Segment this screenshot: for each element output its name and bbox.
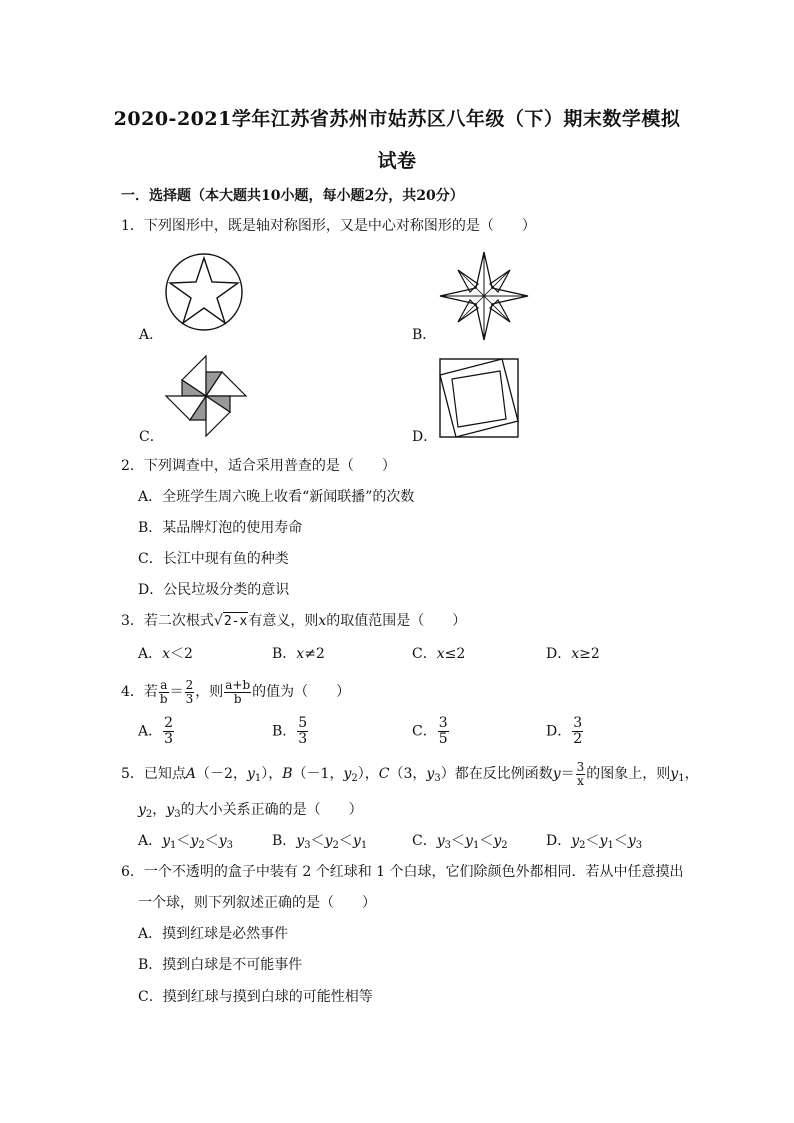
q3-option-d: D．x≥2 <box>546 646 600 662</box>
q1-label-d: D． <box>412 429 438 445</box>
q5-option-c: C．$y_3<y_1<y_2$ <box>412 833 508 851</box>
q3-option-c: C．x≤2 <box>412 646 466 662</box>
question-1-stem: 1．下列图形中，既是轴对称图形，又是中心对称图形的是（ ） <box>121 218 536 234</box>
q3-suffix-a: 有意义，则 <box>248 613 319 629</box>
q4-option-c: C． $\frac{3}{5}$ <box>412 715 448 747</box>
q2-option-c: C．长江中现有鱼的种类 <box>138 551 289 567</box>
q5-frac-3-over-x: $\frac{3}{x}$ <box>576 759 585 788</box>
q4-frac-sum-over-b: $\frac{a+b}{b}$ <box>225 677 251 706</box>
q1-label-a: A． <box>139 327 164 343</box>
figure-square-in-square <box>438 357 520 443</box>
question-5-line-2: $y_2$，$y_3$的大小关系正确的是（ ） <box>138 802 363 820</box>
q2-option-d: D．公民垃圾分类的意识 <box>138 582 290 598</box>
question-6-line-2: 一个球，则下列叙述正确的是（ ） <box>138 895 376 911</box>
q1-label-b: B． <box>412 327 437 343</box>
question-5-line-1: 5．已知点A（－2，$y_1$），B（－1，$y_2$），C（3，$y_3$）都在反比例函数y＝ $\frac{3}{x}$ 的图象上，则$y_1$， <box>121 759 699 788</box>
question-4-stem: 4．若 $\frac{a}{b}$ ＝ $\frac{2}{3}$ ，则 $\frac{a+b}{b}$ 的值为（ ） <box>121 677 351 706</box>
page-title-continued: 试卷 <box>377 150 417 172</box>
page-title: 2020-2021学年江苏省苏州市姑苏区八年级（下）期末数学模拟 <box>113 108 681 130</box>
q2-option-a: A．全班学生周六晚上收看“新闻联播”的次数 <box>138 489 415 505</box>
q6-option-c: C．摸到红球与摸到白球的可能性相等 <box>138 989 373 1005</box>
q3-radicand: 2-x <box>223 614 248 629</box>
q5-option-a: A．$y_1<y_2<y_3$ <box>138 833 234 851</box>
figure-star-in-circle <box>160 252 250 336</box>
q2-option-b: B．某品牌灯泡的使用寿命 <box>138 520 303 536</box>
q4-option-b: B． $\frac{5}{3}$ <box>272 715 308 747</box>
q6-option-a: A．摸到红球是必然事件 <box>138 926 289 942</box>
q5-option-d: D．$y_2<y_1<y_3$ <box>546 833 643 851</box>
q4-option-a: A． $\frac{2}{3}$ <box>138 715 174 747</box>
q4-option-d: D． $\frac{3}{2}$ <box>546 715 583 747</box>
q3-option-b: B．x≠2 <box>272 646 325 662</box>
q5-option-b: B．$y_3<y_2<y_1$ <box>272 833 368 851</box>
question-6-line-1: 6．一个不透明的盒子中装有 2 个红球和 1 个白球，它们除颜色外都相同．若从中任意摸出 <box>121 864 684 880</box>
q3-prefix: 3．若二次根式 <box>121 613 214 629</box>
q3-variable: x <box>318 613 327 629</box>
section-heading: 一．选择题（本大题共10小题，每小题2分，共20分） <box>121 188 464 204</box>
q3-radical: √2-x <box>213 613 248 629</box>
q1-label-c: C． <box>139 429 164 445</box>
figure-pinwheel <box>160 352 252 444</box>
q4-frac-a-over-b: $\frac{a}{b}$ <box>159 677 168 706</box>
q3-suffix-b: 的取值范围是（ ） <box>326 613 467 629</box>
q3-option-a: A．x＜2 <box>138 646 193 662</box>
question-2-stem: 2．下列调查中，适合采用普查的是（ ） <box>121 458 396 474</box>
q6-option-b: B．摸到白球是不可能事件 <box>138 957 303 973</box>
question-3-stem <box>121 612 466 631</box>
figure-eight-point-star <box>436 250 532 346</box>
q4-frac-2-over-3: $\frac{2}{3}$ <box>185 677 194 706</box>
